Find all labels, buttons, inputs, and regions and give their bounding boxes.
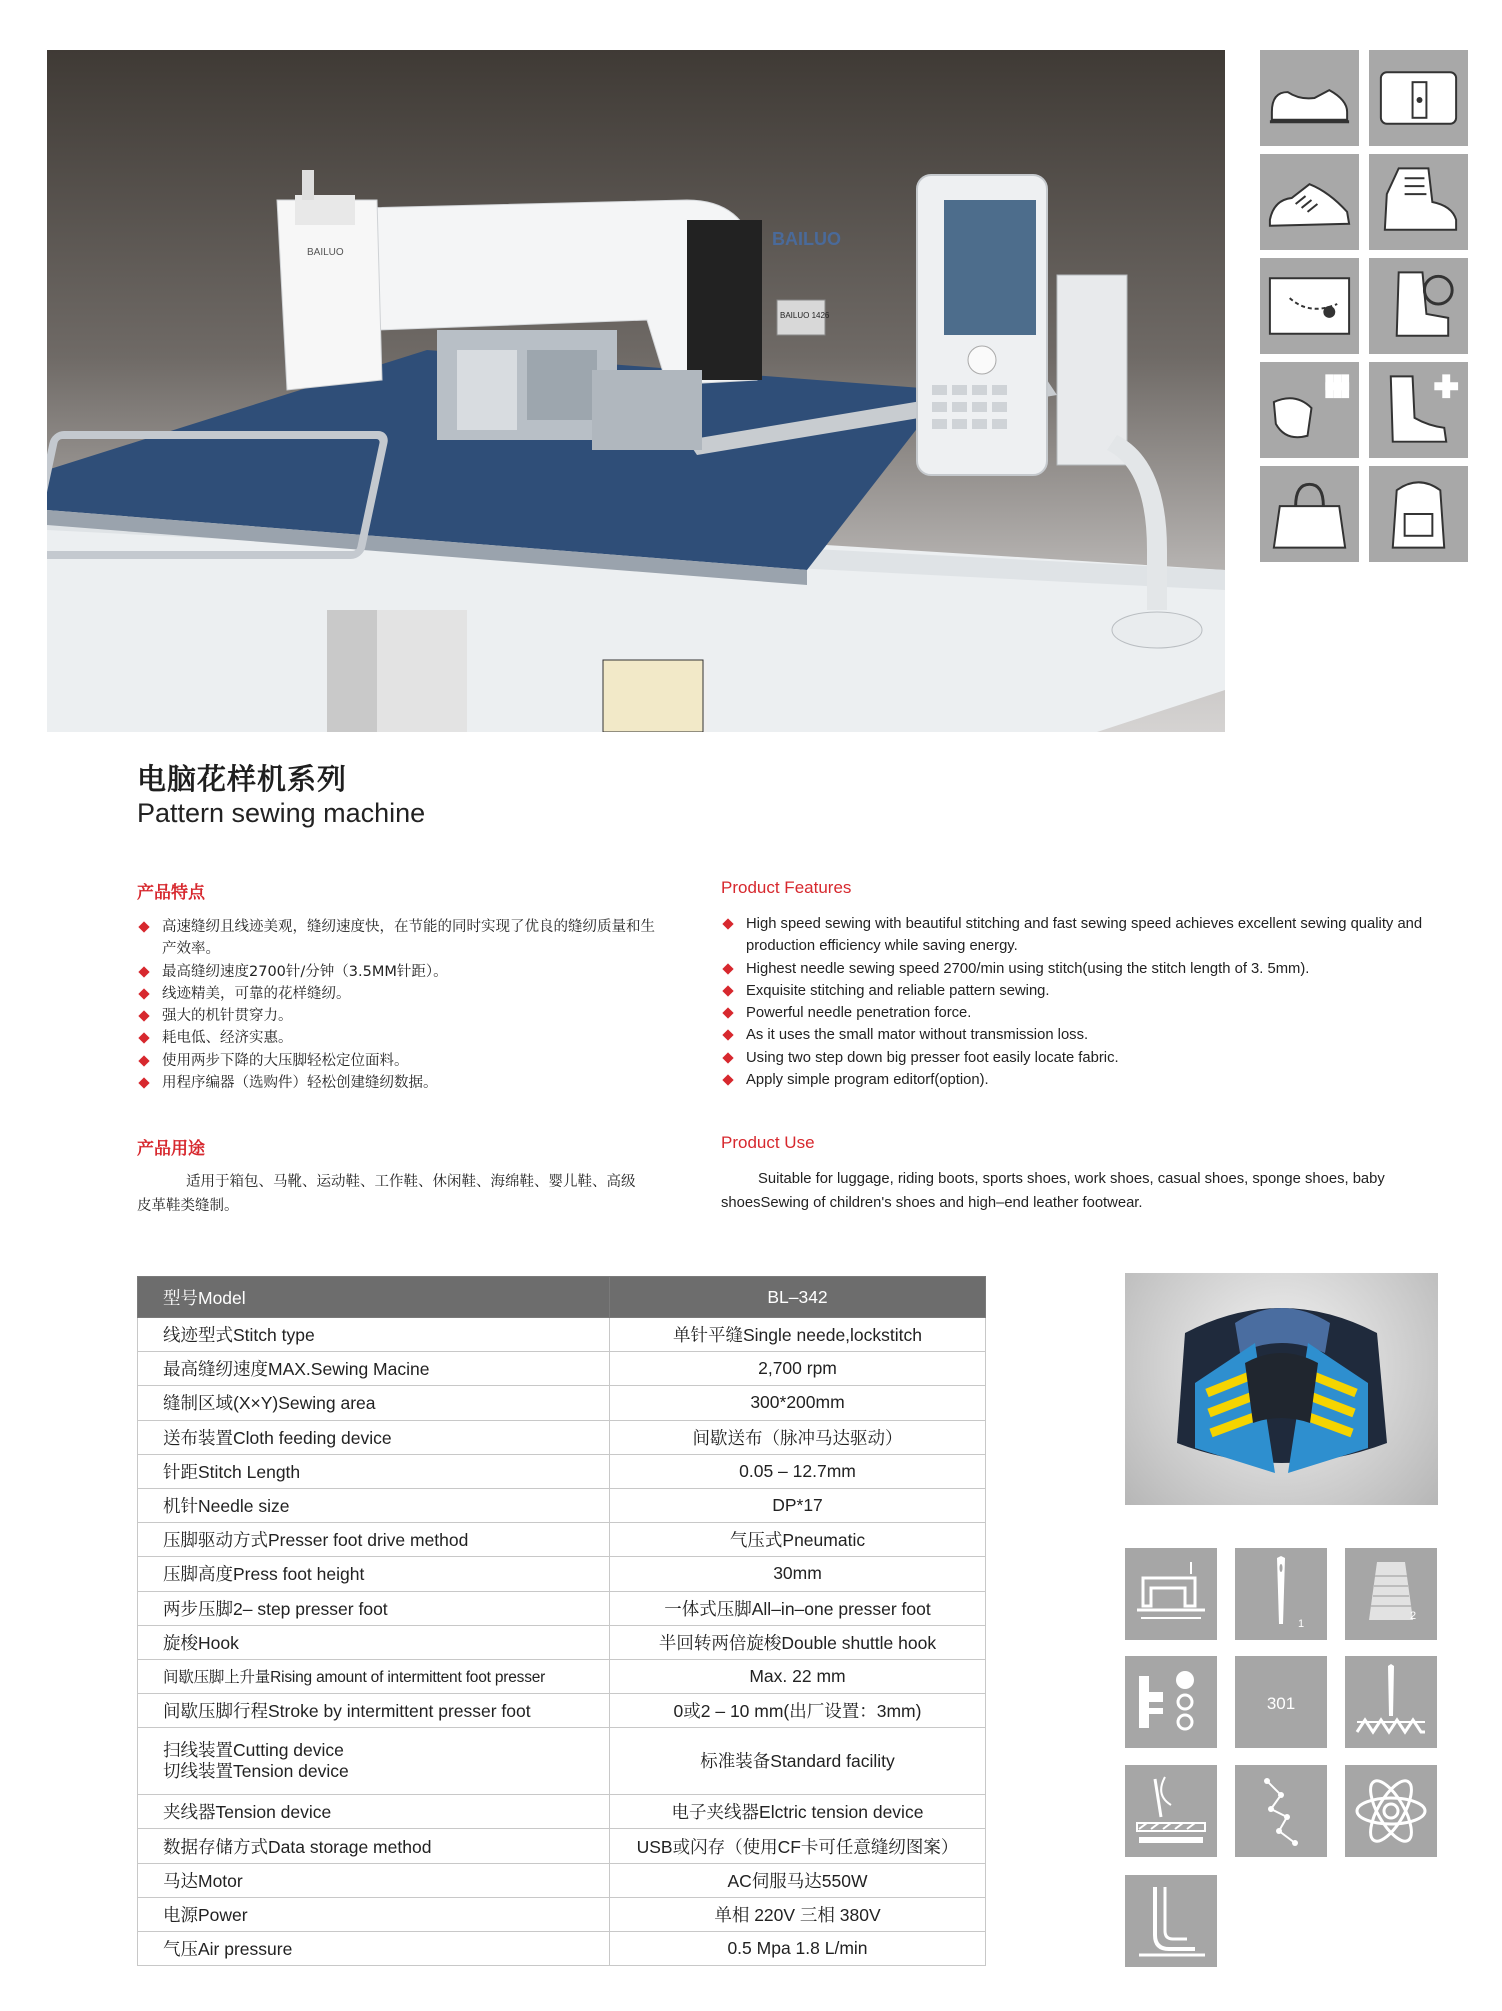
spec-label-line: 切线装置Tension device <box>163 1761 349 1782</box>
table-row <box>138 1318 986 1352</box>
spec-value: 0或2 – 10 mm(出厂设置：3mm) <box>610 1694 986 1728</box>
car-seat-icon <box>1369 258 1468 354</box>
hiking-boot-icon <box>1369 154 1468 250</box>
spec-label: 送布装置Cloth feeding device <box>138 1420 610 1454</box>
spec-header-value: BL–342 <box>610 1277 986 1318</box>
thread-count-label: 2 <box>1409 1610 1417 1622</box>
feature-item: Powerful needle penetration force. <box>721 1002 1471 1024</box>
spec-label: 夹线器Tension device <box>138 1795 610 1829</box>
feature-item: 强大的机针贯穿力。 <box>137 1005 657 1027</box>
machine-head-icon <box>1125 1548 1217 1640</box>
spec-value: USB或闪存（使用CF卡可任意缝纫图案） <box>610 1829 986 1863</box>
spec-label: 缝制区域(X×Y)Sewing area <box>138 1386 610 1420</box>
table-row <box>138 1488 986 1522</box>
feature-item: 使用两步下降的大压脚轻松定位面料。 <box>137 1050 657 1072</box>
spec-label: 两步压脚2– step presser foot <box>138 1591 610 1625</box>
table-row <box>138 1523 986 1557</box>
wallet-icon <box>1369 50 1468 146</box>
features-heading-cn: 产品特点 <box>137 883 205 903</box>
spec-value: 300*200mm <box>610 1386 986 1420</box>
spec-value: 2,700 rpm <box>610 1352 986 1386</box>
table-row <box>138 1557 986 1591</box>
spec-table <box>137 1276 986 1966</box>
stitch-pattern-icon <box>1235 1765 1327 1857</box>
feature-item: Apply simple program editorf(option). <box>721 1069 1471 1091</box>
needle-feed-icon <box>1345 1656 1437 1748</box>
feature-item: Highest needle sewing speed 2700/min using stitch(using the stitch length of 3. 5mm). <box>721 958 1471 980</box>
sample-shoe-upper-photo <box>1125 1273 1438 1505</box>
use-text-cn: 适用于箱包、马靴、运动鞋、工作鞋、休闲鞋、海绵鞋、婴儿鞋、高级皮革鞋类缝制。 <box>137 1174 636 1214</box>
spec-value: 半回转两倍旋梭Double shuttle hook <box>610 1625 986 1659</box>
table-row <box>138 1694 986 1728</box>
table-row <box>138 1420 986 1454</box>
table-row <box>138 1386 986 1420</box>
brand-label: BAILUO <box>772 229 841 249</box>
spec-label <box>138 1728 610 1795</box>
use-heading-cn: 产品用途 <box>137 1139 205 1159</box>
table-row <box>138 1728 986 1795</box>
spec-value: 一体式压脚All–in–one presser foot <box>610 1591 986 1625</box>
spec-label: 最高缝纫速度MAX.Sewing Macine <box>138 1352 610 1386</box>
spec-header-row <box>138 1277 986 1318</box>
spec-value: 0.5 Mpa 1.8 L/min <box>610 1932 986 1966</box>
spec-label: 线迹型式Stitch type <box>138 1318 610 1352</box>
needle-count-label: 1 <box>1297 1618 1305 1630</box>
stitch-code-label: 301 <box>1266 1694 1296 1713</box>
spec-label: 马达Motor <box>138 1863 610 1897</box>
spec-value: DP*17 <box>610 1488 986 1522</box>
spec-label: 机针Needle size <box>138 1488 610 1522</box>
hero-machine-photo <box>47 50 1225 732</box>
table-row <box>138 1625 986 1659</box>
features-list-cn <box>137 916 657 1094</box>
table-row <box>138 1795 986 1829</box>
spec-label: 压脚高度Press foot height <box>138 1557 610 1591</box>
use-heading-en: Product Use <box>721 1133 815 1152</box>
table-row <box>138 1863 986 1897</box>
spec-label: 气压Air pressure <box>138 1932 610 1966</box>
spec-label: 数据存储方式Data storage method <box>138 1829 610 1863</box>
sneaker-icon <box>1260 154 1359 250</box>
bobbin-parts-icon <box>1125 1656 1217 1748</box>
atom-technology-icon <box>1345 1765 1437 1857</box>
table-row <box>138 1897 986 1931</box>
spec-value: 0.05 – 12.7mm <box>610 1454 986 1488</box>
model-plate: BAILUO 1426 <box>780 311 830 320</box>
handbag-icon <box>1260 466 1359 562</box>
hook-icon <box>1125 1875 1217 1967</box>
leather-goods-icon <box>1260 258 1359 354</box>
spec-label: 旋梭Hook <box>138 1625 610 1659</box>
backpack-icon <box>1369 466 1468 562</box>
head-brand-label: BAILUO <box>307 247 344 258</box>
feature-item: 最高缝纫速度2700针/分钟（3.5MM针距）。 <box>137 961 657 983</box>
table-row <box>138 1932 986 1966</box>
medical-mask-icon <box>1260 362 1359 458</box>
table-row <box>138 1829 986 1863</box>
feature-item: 线迹精美，可靠的花样缝纫。 <box>137 983 657 1005</box>
spec-value: 单针平缝Single neede,lockstitch <box>610 1318 986 1352</box>
spec-label: 压脚驱动方式Presser foot drive method <box>138 1523 610 1557</box>
spec-label: 针距Stitch Length <box>138 1454 610 1488</box>
sewing-machine-illustration <box>47 50 1225 732</box>
medical-brace-icon <box>1369 362 1468 458</box>
spec-value: 单相 220V 三相 380V <box>610 1897 986 1931</box>
spec-header-label: 型号Model <box>138 1277 610 1318</box>
spec-value: 标准装备Standard facility <box>610 1728 986 1795</box>
spec-label: 间歇压脚行程Stroke by intermittent presser foot <box>138 1694 610 1728</box>
thread-spool-icon <box>1345 1548 1437 1640</box>
shoe-icon <box>1260 50 1359 146</box>
page-title-en: Pattern sewing machine <box>137 798 426 828</box>
spec-value: Max. 22 mm <box>610 1659 986 1693</box>
spec-value: 30mm <box>610 1557 986 1591</box>
feature-item: 耗电低、经济实惠。 <box>137 1027 657 1049</box>
features-list-en <box>721 913 1471 1091</box>
spec-value: 气压式Pneumatic <box>610 1523 986 1557</box>
stitch-code-icon <box>1235 1656 1327 1748</box>
feature-item: Exquisite stitching and reliable pattern sewing. <box>721 980 1471 1002</box>
features-heading-en: Product Features <box>721 878 852 897</box>
spec-value: AC伺服马达550W <box>610 1863 986 1897</box>
spec-value: 电子夹线器Elctric tension device <box>610 1795 986 1829</box>
feature-item: 高速缝纫且线迹美观，缝纫速度快，在节能的同时实现了优良的缝纫质量和生产效率。 <box>137 916 657 961</box>
spec-label: 电源Power <box>138 1897 610 1931</box>
feature-item: High speed sewing with beautiful stitching and fast sewing speed achieves excellent sewing quality and production efficiency while saving energy. <box>721 913 1471 958</box>
presser-foot-icon <box>1125 1765 1217 1857</box>
feature-item: Using two step down big presser foot easily locate fabric. <box>721 1047 1471 1069</box>
spec-label-line: 扫线装置Cutting device <box>163 1740 344 1761</box>
table-row <box>138 1352 986 1386</box>
page-title-cn: 电脑花样机系列 <box>137 762 348 796</box>
spec-label <box>138 1659 610 1693</box>
spec-value: 间歇送布（脉冲马达驱动） <box>610 1420 986 1454</box>
spec-label-text: 间歇压脚上升量Rising amount of intermittent foot presser <box>163 1669 546 1687</box>
single-needle-icon <box>1235 1548 1327 1640</box>
table-row <box>138 1659 986 1693</box>
shoe-upper-illustration <box>1125 1273 1438 1505</box>
feature-item: 用程序编器（选购件）轻松创建缝纫数据。 <box>137 1072 657 1094</box>
use-text-en: Suitable for luggage, riding boots, sports shoes, work shoes, casual shoes, sponge shoes, baby shoesSewing of children's shoes and high–end leather footwear. <box>721 1171 1385 1211</box>
table-row <box>138 1454 986 1488</box>
table-row <box>138 1591 986 1625</box>
feature-item: As it uses the small mator without transmission loss. <box>721 1024 1471 1046</box>
